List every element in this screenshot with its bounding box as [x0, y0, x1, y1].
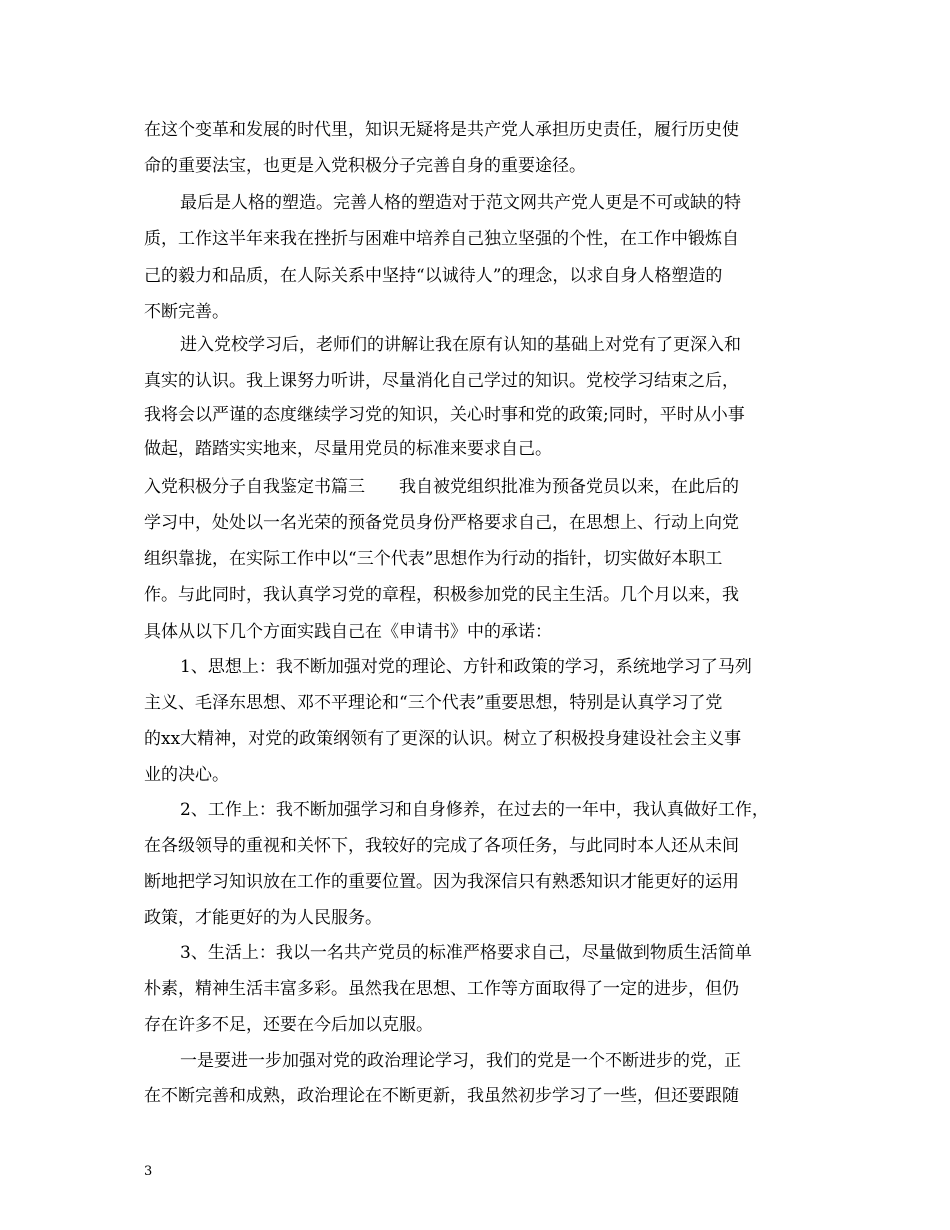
body-line: 组织靠拢，在实际工作中以“三个代表”思想作为行动的指针，切实做好本职工	[144, 549, 723, 569]
page-number: 3	[144, 1164, 153, 1179]
body-line: 在不断完善和成熟，政治理论在不断更新，我虽然初步学习了一些，但还要跟随	[144, 1086, 739, 1106]
body-line: 己的毅力和品质，在人际关系中坚持“以诚待人”的理念，以求自身人格塑造的	[144, 266, 723, 286]
body-line: 业的决心。	[144, 765, 229, 785]
body-line: 主义、毛泽东思想、邓不平理论和“三个代表”重要思想，特别是认真学习了党	[144, 693, 723, 713]
body-line: 质，工作这半年来我在挫折与困难中培养自己独立坚强的个性，在工作中锻炼自	[144, 229, 739, 249]
body-line: 我将会以严谨的态度继续学习党的知识，关心时事和党的政策;同时，平时从小事	[144, 405, 745, 425]
body-line: 做起，踏踏实实地来，尽量用党员的标准来要求自己。	[144, 439, 552, 459]
body-line: 命的重要法宝，也更是入党积极分子完善自身的重要途径。	[144, 156, 586, 176]
body-line: 具体从以下几个方面实践自己在《申请书》中的承诺：	[144, 622, 552, 642]
body-line: 不断完善。	[144, 302, 229, 322]
body-line: 2、工作上：我不断加强学习和自身修养，在过去的一年中，我认真做好工作，	[180, 800, 769, 820]
body-line: 一是要进一步加强对党的政治理论学习，我们的党是一个不断进步的党，正	[180, 1051, 741, 1071]
body-line: 在各级领导的重视和关怀下，我较好的完成了各项任务，与此同时本人还从未间	[144, 836, 739, 856]
body-line: 入党积极分子自我鉴定书篇三 我自被党组织批准为预备党员以来，在此后的	[144, 477, 739, 497]
body-line: 真实的认识。我上课努力听讲，尽量消化自己学过的知识。党校学习结束之后，	[144, 371, 739, 391]
body-line: 政策，才能更好的为人民服务。	[144, 908, 382, 928]
body-line: 存在许多不足，还要在今后加以克服。	[144, 1015, 433, 1035]
body-line: 作。与此同时，我认真学习党的章程，积极参加党的民主生活。几个月以来，我	[144, 585, 739, 605]
body-line: 朴素，精神生活丰富多彩。虽然我在思想、工作等方面取得了一定的进步，但仍	[144, 979, 739, 999]
body-line: 在这个变革和发展的时代里，知识无疑将是共产党人承担历史责任，履行历史使	[144, 120, 739, 140]
body-line: 3、生活上：我以一名共产党员的标准严格要求自己，尽量做到物质生活简单	[180, 943, 752, 963]
body-line: 1、思想上：我不断加强对党的理论、方针和政策的学习，系统地学习了马列	[180, 657, 752, 677]
body-line: 进入党校学习后，老师们的讲解让我在原有认知的基础上对党有了更深入和	[180, 335, 741, 355]
body-line: 最后是人格的塑造。完善人格的塑造对于范文网共产党人更是不可或缺的特	[180, 193, 741, 213]
body-line: 的xx大精神，对党的政策纲领有了更深的认识。树立了积极投身建设社会主义事	[144, 729, 742, 749]
body-line: 学习中，处处以一名光荣的预备党员身份严格要求自己，在思想上、行动上向党	[144, 513, 739, 533]
body-line: 断地把学习知识放在工作的重要位置。因为我深信只有熟悉知识才能更好的运用	[144, 872, 739, 892]
